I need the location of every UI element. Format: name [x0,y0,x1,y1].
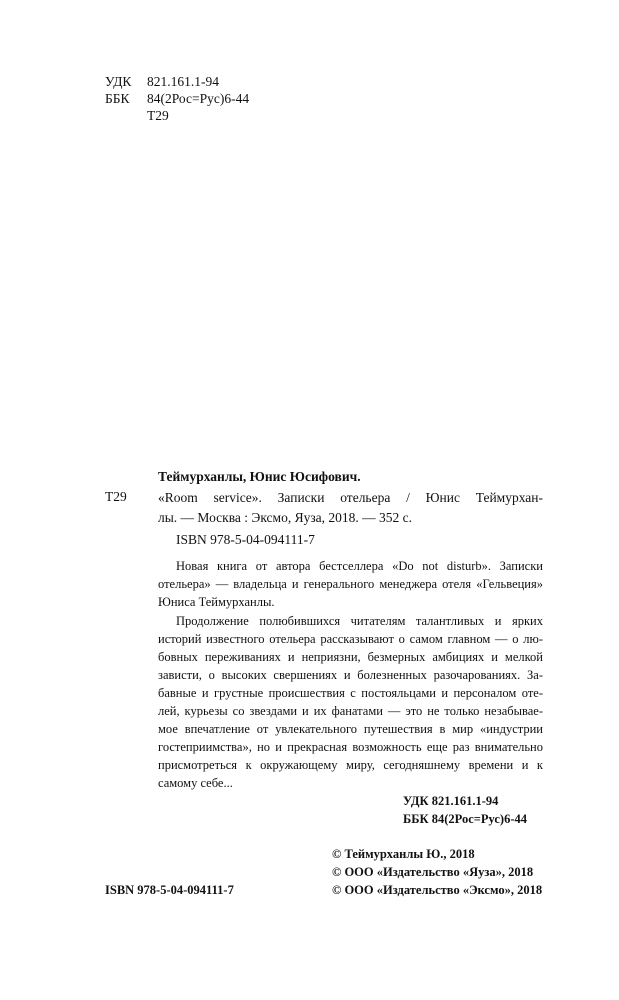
udk-label: УДК [105,74,132,89]
record-author-mark: Т29 [105,489,127,504]
bbk-value: 84(2Рос=Рус)6-44 [147,91,250,106]
bottom-bbk: ББК 84(2Рос=Рус)6-44 [403,812,527,826]
record-description [158,488,543,528]
udk-value: 821.161.1-94 [147,74,219,89]
annotation-line: историй известного отельера рассказывают о самом главном — о лю- [158,632,543,646]
author-mark: Т29 [147,108,169,123]
copyright-line: © ООО «Издательство «Эксмо», 2018 [332,883,543,897]
annotation-line: гостеприимства», но и прекрасная возможность еще раз внимательно [158,740,543,754]
description-line: лы. — Москва : Эксмо, Яуза, 2018. — 352 с. [158,510,413,525]
annotation-line: отельера» — владельца и генерального менеджера отеля «Гельвеция» [158,577,543,591]
record-isbn: ISBN 978-5-04-094111-7 [176,532,315,547]
author-heading: Теймурханлы, Юнис Юсифович. [158,469,361,484]
annotation-line: Новая книга от автора бестселлера «Do not disturb». Записки [176,559,543,573]
annotation-line: мое впечатление от увлекательного путешествия в мир «индустрии [158,722,543,736]
copyright-line: © Теймурханлы Ю., 2018 [332,847,475,861]
copyright-line: © ООО «Издательство «Яуза», 2018 [332,865,534,879]
annotation-line: бовных переживаниях и неприязни, безмерных амбициях и мелкой [158,650,543,664]
annotation-paragraph-2 [158,612,543,792]
annotation-line: зависти, о высоких свершениях и болезненных разочарованиях. За- [158,668,543,682]
bbk-label: ББК [105,91,130,106]
annotation-paragraph-1 [158,557,543,611]
annotation-line: бавные и грустные происшествия с постояльцами и персоналом оте- [158,686,543,700]
annotation-line: Юниса Теймурханлы. [158,595,275,609]
footer-isbn: ISBN 978-5-04-094111-7 [105,883,234,897]
annotation-line: присмотреться к окружающему миру, сегодняшнему времени и к [158,758,543,772]
annotation-line: лей, курьезы со звездами и их фанатами — это не только незабывае- [158,704,543,718]
annotation-line: самому себе... [158,776,233,790]
description-line: «Room service». Записки отельера / Юнис Теймурхан- [158,490,543,505]
bottom-udk: УДК 821.161.1-94 [403,794,499,808]
annotation-line: Продолжение полюбившихся читателям талантливых и ярких [176,614,543,628]
